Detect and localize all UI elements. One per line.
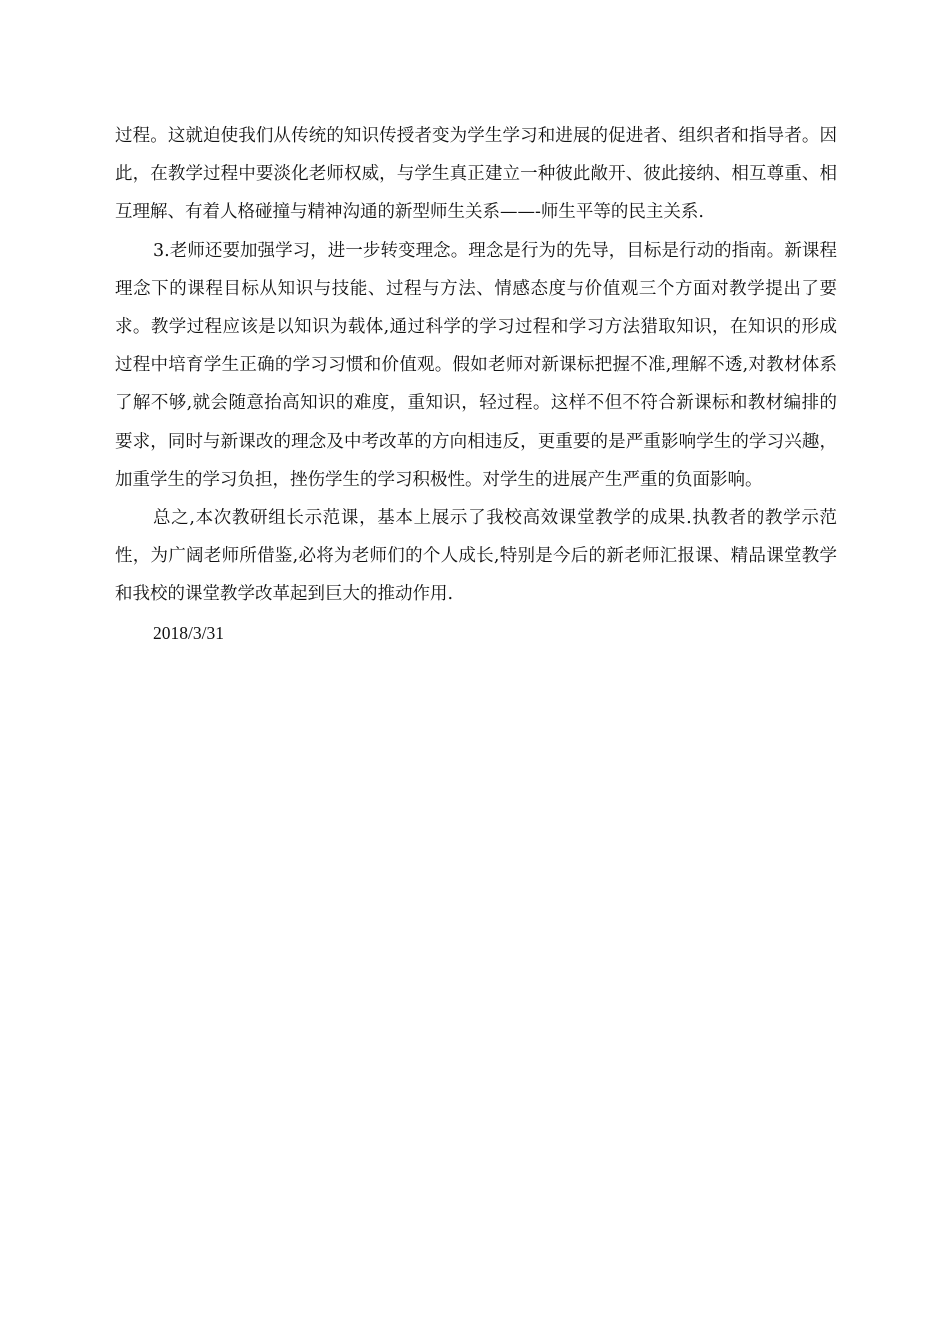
paragraph-point-3: 3.老师还要加强学习，进一步转变理念。理念是行为的先导，目标是行动的指南。新课程理念下的课程目标从知识与技能、过程与方法、情感态度与价值观三个方面对教学提出了要求。教学过程应该是以知识为载体,通过科学的学习过程和学习方法猎取知识，在知识的形成过程中培育学生正确的学习习惯和价值观。假如老师对新课标把握不准,理解不透,对教材体系了解不够,就会随意抬高知识的难度，重知识，轻过程。这样不但不符合新课标和教材编排的要求，同时与新课改的理念及中考改革的方向相违反，更重要的是严重影响学生的学习兴趣，加重学生的学习负担，挫伤学生的学习积极性。对学生的进展产生严重的负面影响。 <box>115 240 837 490</box>
paragraph-continuation: 过程。这就迫使我们从传统的知识传授者变为学生学习和进展的促进者、组织者和指导者。因此，在教学过程中要淡化老师权威，与学生真正建立一种彼此敞开、彼此接纳、相互尊重、相互理解、有着人格碰撞与精神沟通的新型师生关系——-师生平等的民主关系. <box>115 126 837 223</box>
document-date: 2018/3/31 <box>153 622 224 643</box>
document-body <box>115 117 837 652</box>
paragraph-conclusion: 总之,本次教研组长示范课，基本上展示了我校高效课堂教学的成果.执教者的教学示范性，为广阔老师所借鉴,必将为老师们的个人成长,特别是今后的新老师汇报课、精品课堂教学和我校的课堂教学改革起到巨大的推动作用. <box>115 508 837 605</box>
